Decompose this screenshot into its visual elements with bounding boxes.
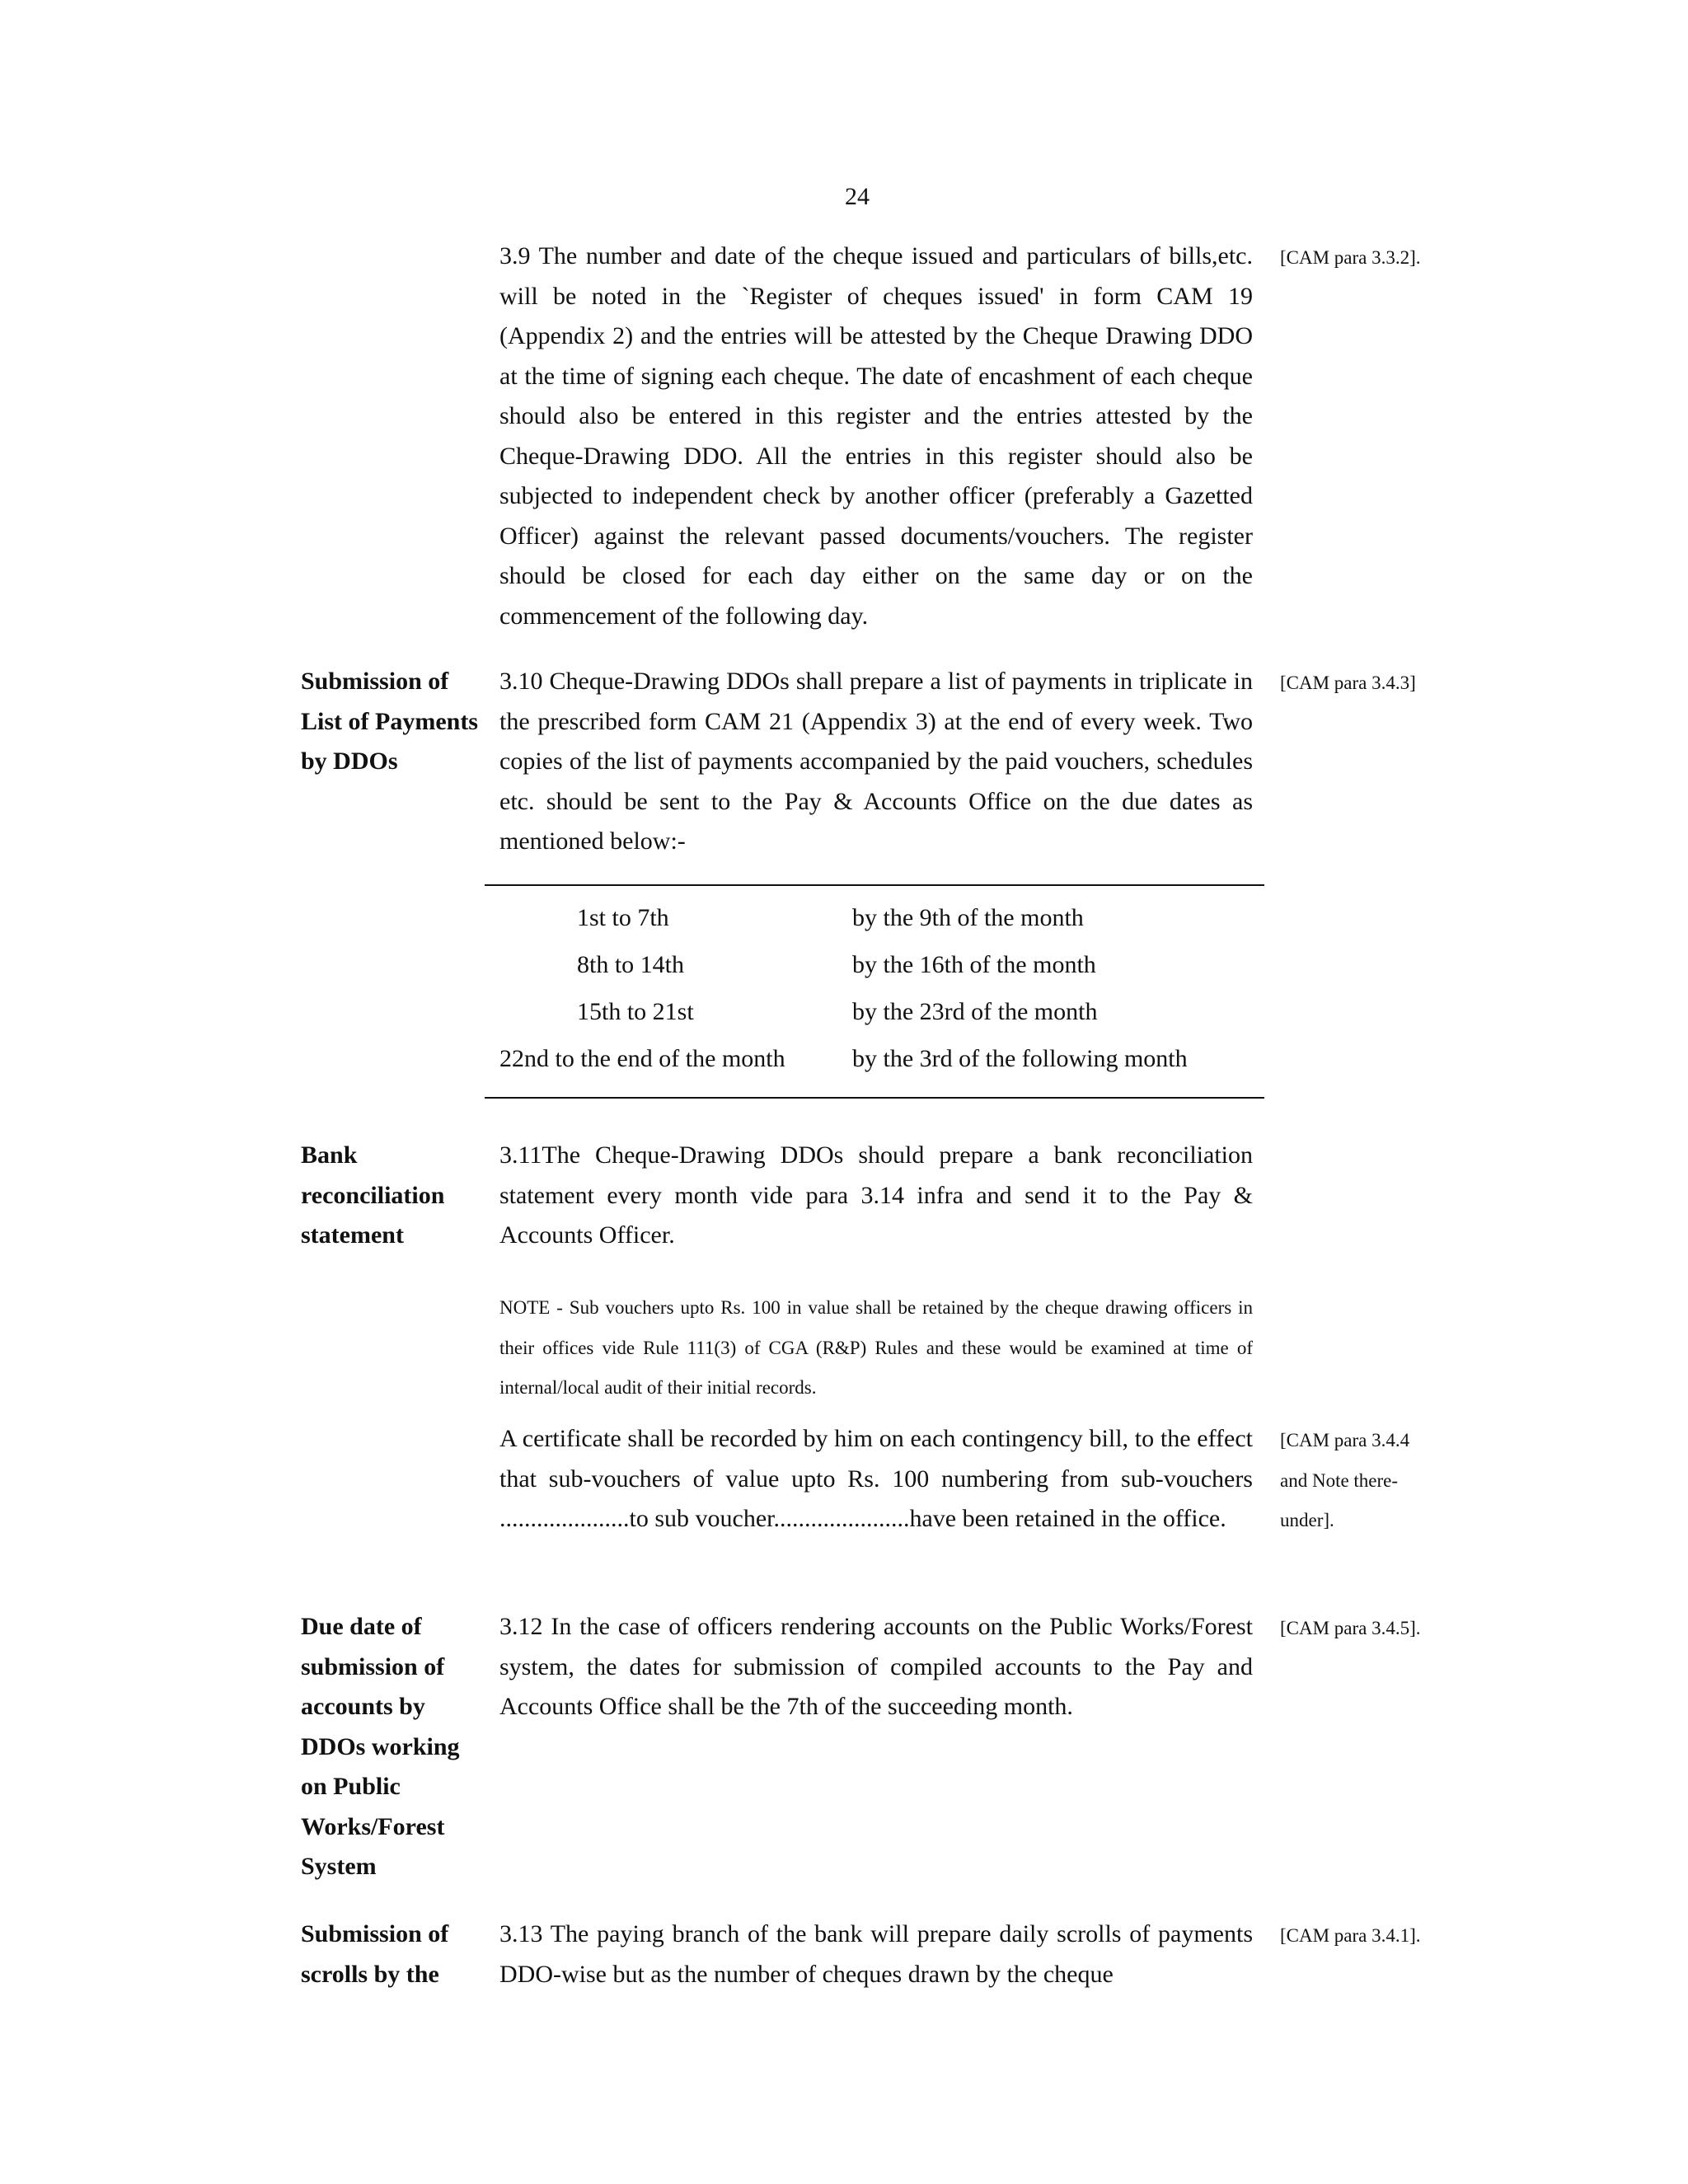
period-cell: 22nd to the end of the month: [499, 1045, 785, 1072]
paragraph-3-10: 3.10 Cheque-Drawing DDOs shall prepare a list of payments in triplicate in the prescribed form CAM 21 (Appendix 3) at the end of every week. Two copies of the list of payments accompanied by the paid vouchers, schedules etc. should be sent to the Pay & Accounts Office on the due dates as mentioned below:-: [499, 668, 1253, 855]
due-dates-table: [485, 884, 1264, 1100]
due-cell: by the 9th of the month: [852, 904, 1084, 931]
table-row: [485, 988, 1264, 1035]
paragraph-certificate: A certificate shall be recorded by him on each contingency bill, to the effect that sub-vouchers of value upto Rs. 100 numbering from sub-vouchers .....................to sub voucher......................have been retained in the office.: [499, 1425, 1253, 1532]
side-heading-bank-reconciliation: Bank reconciliation statement: [301, 1141, 445, 1249]
paragraph-3-12: 3.12 In the case of officers rendering accounts on the Public Works/Forest system, the dates for submission of compiled accounts to the Pay and Accounts Office shall be the 7th of the succeeding month.: [499, 1613, 1253, 1720]
table-bottom-rule: [485, 1097, 1264, 1099]
reference-3-10: [CAM para 3.4.3]: [1280, 673, 1416, 693]
period-cell: 1st to 7th: [577, 904, 669, 931]
reference-3-9: [CAM para 3.3.2].: [1280, 247, 1421, 268]
reference-3-13: [CAM para 3.4.1].: [1280, 1925, 1421, 1946]
side-heading-due-date: Due date of submission of accounts by DDOs working on Public Works/Forest System: [301, 1613, 460, 1880]
reference-3-11: [CAM para 3.4.4 and Note there-under].: [1280, 1430, 1410, 1530]
paragraph-3-9: 3.9 The number and date of the cheque issued and particulars of bills,etc. will be noted in the `Register of cheques issued' in form CAM 19 (Appendix 2) and the entries will be attested by the Cheque Drawing DDO at the time of signing each cheque. The date of encashment of each cheque should also be entered in this register and the entries attested by the Cheque-Drawing DDO. All the entries in this register should also be subjected to independent check by another officer (preferably a Gazetted Officer) against the relevant passed documents/vouchers. The register should be closed for each day either on the same day or on the commencement of the following day.: [499, 242, 1253, 630]
table-row: [485, 941, 1264, 988]
table-row: [485, 894, 1264, 941]
due-cell: by the 16th of the month: [852, 951, 1096, 978]
page-number: 24: [845, 183, 870, 210]
side-heading-submission-of-scrolls: Submission of scrolls by the: [301, 1920, 449, 1988]
period-cell: 15th to 21st: [577, 998, 694, 1025]
due-cell: by the 23rd of the month: [852, 998, 1098, 1025]
period-cell: 8th to 14th: [577, 951, 685, 978]
reference-3-12: [CAM para 3.4.5].: [1280, 1618, 1421, 1638]
table-row: [485, 1035, 1264, 1082]
paragraph-3-13: 3.13 The paying branch of the bank will prepare daily scrolls of payments DDO-wise but as the number of cheques drawn by the cheque: [499, 1920, 1253, 1988]
note-sub-vouchers: NOTE - Sub vouchers upto Rs. 100 in value shall be retained by the cheque drawing officers in their offices vide Rule 111(3) of CGA (R&P) Rules and these would be examined at time of internal/local audit of their initial records.: [499, 1297, 1253, 1398]
paragraph-3-11: 3.11The Cheque-Drawing DDOs should prepare a bank reconciliation statement every month vide para 3.14 infra and send it to the Pay & Accounts Officer.: [499, 1141, 1253, 1249]
due-cell: by the 3rd of the following month: [852, 1045, 1188, 1072]
table-top-rule: [485, 884, 1264, 886]
side-heading-submission-of-list: Submission of List of Payments by DDOs: [301, 668, 478, 775]
